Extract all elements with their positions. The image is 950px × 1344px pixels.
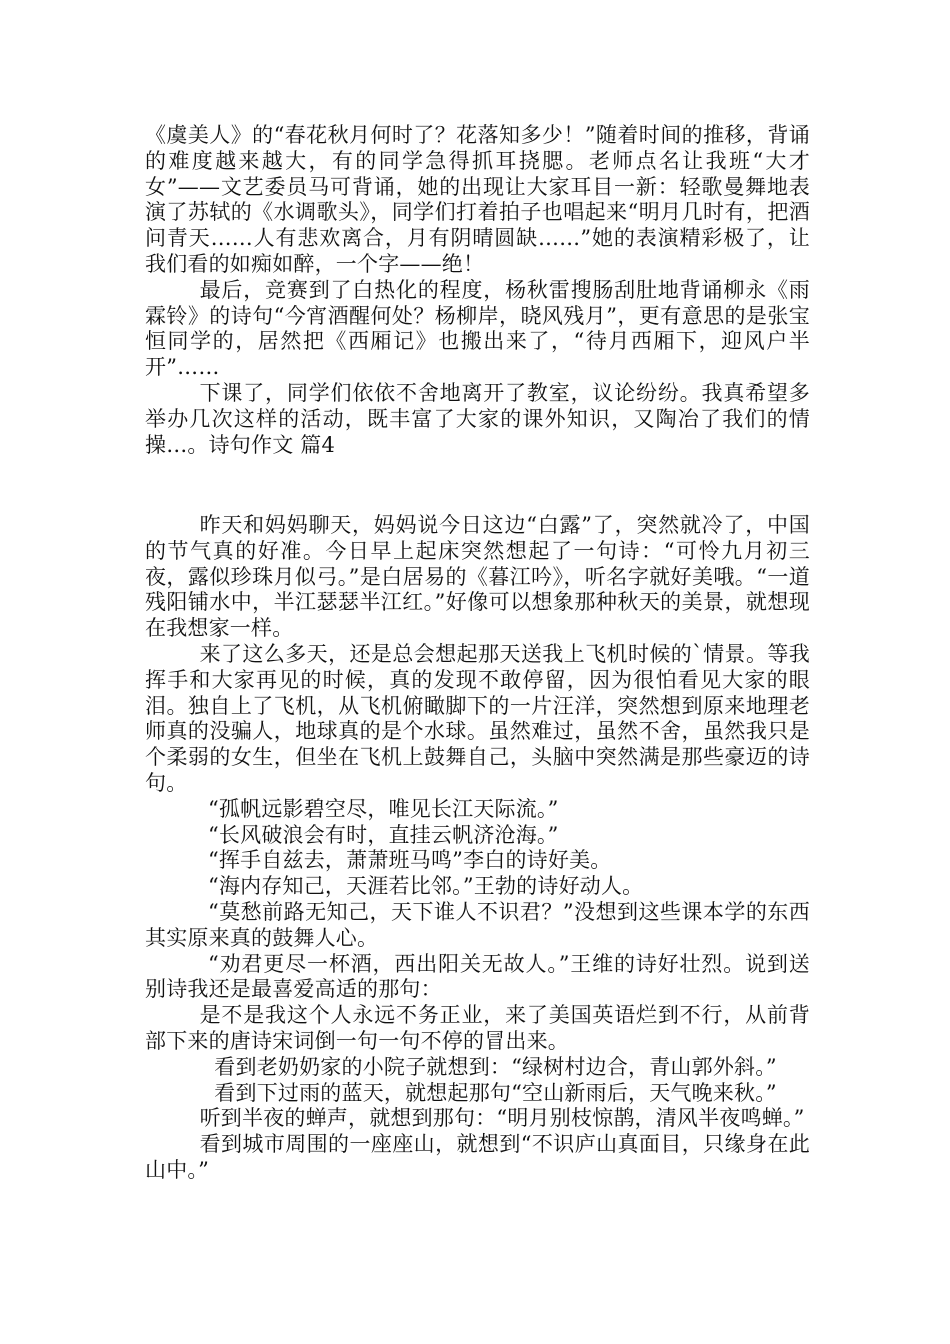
paragraph: 昨天和妈妈聊天，妈妈说今日这边“白露”了，突然就冷了，中国的节气真的好准。今日早上起床突然想起了一句诗：“可怜九月初三夜，露似珍珠月似弓。”是白居易的《暮江吟》，听名字就好美哦。“一道残阳铺水中，半江瑟瑟半江红。”好像可以想象那种秋天的美景，就想现在我想家一样。: [145, 513, 810, 641]
essay-section-4: [145, 513, 810, 1184]
paragraph: 看到城市周围的一座座山，就想到“不识庐山真面目，只缘身在此山中。”: [145, 1132, 810, 1182]
paragraph: 听到半夜的蝉声，就想到那句：“明月别枝惊鹊，清风半夜鸣蝉。”: [199, 1106, 805, 1131]
paragraph: “劝君更尽一杯酒，西出阳关无故人。”王维的诗好壮烈。说到送别诗我还是最喜爱高适的那句：: [145, 951, 810, 1002]
paragraph: 下课了，同学们依依不舍地离开了教室，议论纷纷。我真希望多举办几次这样的活动，既丰富了大家的课外知识，又陶冶了我们的情操…。诗句作文 篇4: [145, 380, 810, 457]
paragraph: 看到老奶奶家的小院子就想到：“绿树村边合，青山郭外斜。”: [214, 1054, 777, 1079]
paragraph: 来了这么多天，还是总会想起那天送我上飞机时候的`情景。等我挥手和大家再见的时候，真的发现不敢停留，因为很怕看见大家的眼泪。独自上了飞机，从飞机俯瞰脚下的一片汪洋，突然想到原来地理老师真的没骗人，地球真的是个水球。虽然难过，虽然不舍，虽然我只是个柔弱的女生，但坐在飞机上鼓舞自己，头脑中突然满是那些豪迈的诗句。: [145, 641, 810, 795]
paragraph: 《虞美人》的“春花秋月何时了？花落知多少！”随着时间的推移，背诵的难度越来越大，有的同学急得抓耳挠腮。老师点名让我班“大才女”——文艺委员马可背诵，她的出现让大家耳目一新：轻歌曼舞地表演了苏轼的《水调歌头》，同学们打着拍子也唱起来“明月几时有，把酒问青天……人有悲欢离合，月有阴晴圆缺……”她的表演精彩极了，让我们看的如痴如醉，一个字——绝！: [145, 123, 810, 276]
essay-section-3-continued: [145, 123, 810, 458]
paragraph: 是不是我这个人永远不务正业，来了美国英语烂到不行，从前背部下来的唐诗宋词倒一句一句不停的冒出来。: [145, 1003, 810, 1053]
paragraph: 最后，竞赛到了白热化的程度，杨秋雷搜肠刮肚地背诵柳永《雨霖铃》的诗句“今宵酒醒何处？杨柳岸，晓风残月”，更有意思的是张宝恒同学的，居然把《西厢记》也搬出来了，“待月西厢下，迎风户半开”……: [145, 277, 810, 380]
paragraph: “挥手自兹去，萧萧班马鸣”李白的诗好美。: [208, 848, 612, 873]
paragraph: “长风破浪会有时，直挂云帆济沧海。”: [208, 822, 559, 847]
paragraph: “莫愁前路无知己，天下谁人不识君？”没想到这些课本学的东西其实原来真的鼓舞人心。: [145, 899, 810, 950]
paragraph: “孤帆远影碧空尽，唯见长江天际流。”: [208, 796, 559, 821]
paragraph: “海内存知己，天涯若比邻。”王勃的诗好动人。: [208, 874, 644, 899]
paragraph: 看到下过雨的蓝天，就想起那句“空山新雨后，天气晚来秋。”: [214, 1080, 777, 1105]
